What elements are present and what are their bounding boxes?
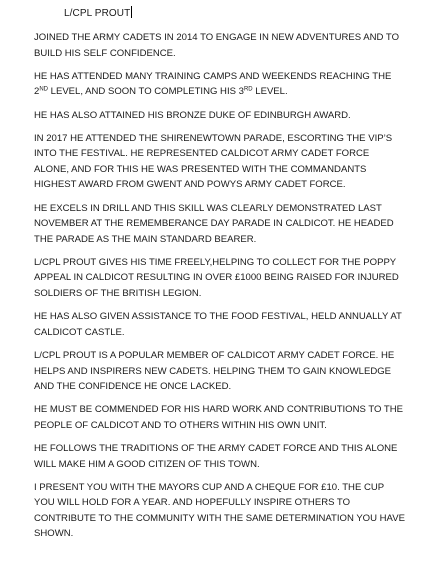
document-body[interactable] [34, 30, 406, 550]
paragraph-7: HE HAS ALSO GIVEN ASSISTANCE TO THE FOOD FESTIVAL, HELD ANNUALLY AT CALDICOT CASTLE. [34, 311, 402, 338]
superscript-nd: ND [39, 86, 48, 93]
paragraph-2-part-c: LEVEL. [252, 86, 288, 98]
paragraph-9: HE MUST BE COMMENDED FOR HIS HARD WORK AND CONTRIBUTIONS TO THE PEOPLE OF CALDICOT AND TO OTHERS WITHIN HIS OWN UNIT. [34, 404, 403, 431]
paragraph-3: HE HAS ALSO ATTAINED HIS BRONZE DUKE OF EDINBURGH AWARD. [34, 109, 351, 121]
superscript-rd: RD [243, 86, 253, 93]
paragraph-11: I PRESENT YOU WITH THE MAYORS CUP AND A CHEQUE FOR £10. THE CUP YOU WILL HOLD FOR A YEAR. AND HOPEFULLY INSPIRE OTHERS TO CONTRIBUTE TO THE COMMUNITY WITH THE SAME DETERMINATION YOU HAVE SHOWN. [34, 481, 405, 540]
paragraph-2-part-a: HE HAS ATTENDED MANY TRAINING CAMPS AND WEEKENDS REACHING THE 2 [34, 70, 392, 98]
paragraph-10: HE FOLLOWS THE TRADITIONS OF THE ARMY CADET FORCE AND THIS ALONE WILL MAKE HIM A GOOD CITIZEN OF THIS TOWN. [34, 443, 398, 470]
paragraph-4: IN 2017 HE ATTENDED THE SHIRENEWTOWN PARADE, ESCORTING THE VIP’S INTO THE FESTIVAL. HE REPRESENTED CALDICOT ARMY CADET FORCE ALONE, AND FOR THIS HE WAS PRESENTED WITH THE COMMANDANTS HIGHEST AWARD FROM GWENT AND POWYS ARMY CADET FORCE. [34, 132, 393, 191]
text-cursor [131, 6, 132, 18]
document-title [64, 6, 132, 20]
paragraph-2-part-b: LEVEL, AND SOON TO COMPLETING HIS 3 [47, 86, 244, 98]
paragraph-2 [34, 69, 406, 100]
paragraph-5: HE EXCELS IN DRILL AND THIS SKILL WAS CLEARLY DEMONSTRATED LAST NOVEMBER AT THE REMEMBERANCE DAY PARADE IN CALDICOT. HE HEADED THE PARADE AS THE MAIN STANDARD BEARER. [34, 202, 394, 245]
paragraph-6: L/CPL PROUT GIVES HIS TIME FREELY,HELPING TO COLLECT FOR THE POPPY APPEAL IN CALDICOT RESULTING IN OVER £1000 BEING RAISED FOR INJURED SOLDIERS OF THE BRITISH LEGION. [34, 256, 399, 299]
paragraph-8: L/CPL PROUT IS A POPULAR MEMBER OF CALDICOT ARMY CADET FORCE. HE HELPS AND INSPIRERS NEW CADETS. HELPING THEM TO GAIN KNOWLEDGE AND THE CONFIDENCE HE ONCE LACKED. [34, 350, 395, 393]
paragraph-1: JOINED THE ARMY CADETS IN 2014 TO ENGAGE IN NEW ADVENTURES AND TO BUILD HIS SELF CONFIDENCE. [34, 32, 399, 59]
document-title-text: L/CPL PROUT [64, 8, 131, 19]
